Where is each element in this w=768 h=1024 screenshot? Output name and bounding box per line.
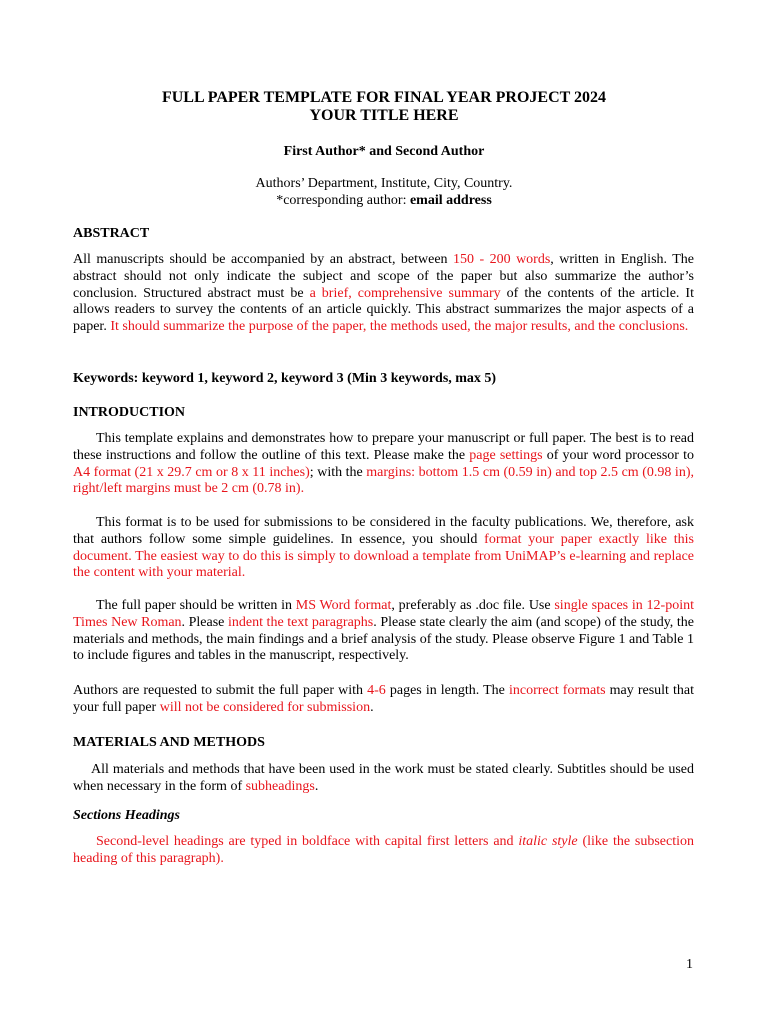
intro-p3-text-2: , preferably as .doc file. Use [391,598,555,613]
abstract-highlight-summary: a brief, comprehensive summary [309,285,501,301]
intro-p3-highlight-3: indent the text paragraphs [227,614,374,630]
abstract-heading: ABSTRACT [73,226,150,241]
introduction-heading: INTRODUCTION [73,405,186,420]
authors-line: First Author* and Second Author [283,144,485,159]
materials-methods-heading: MATERIALS AND METHODS [73,735,265,750]
introduction-paragraph-1 [73,431,694,498]
intro-p1-highlight-2: A4 format (21 x 29.7 cm or 8 x 11 inches) [73,464,310,480]
corresponding-author-line [0,192,768,209]
methods-paragraph-2 [73,834,694,868]
methods-p1-text-2: . [314,778,319,794]
methods-p2-highlight-2: (like the subsection heading of this paragraph). [73,834,694,866]
methods-p2-highlight-italic: italic style [518,834,578,849]
intro-p4-text-4: . [370,699,374,715]
abstract-text-1: All manuscripts should be accompanied by an abstract, between [73,252,454,267]
page-number: 1 [686,957,693,972]
intro-p1-text-3: ; with the [309,464,367,480]
corresponding-email: email address [409,193,492,208]
intro-p1-highlight-1: page settings [469,447,543,463]
intro-p4-highlight-1: 4-6 [367,683,386,698]
intro-p3-highlight-2: single spaces in 12-point Times New Roman [73,598,694,630]
abstract-highlight-word-count: 150 - 200 words [453,252,551,267]
keywords-line: Keywords: keyword 1, keyword 2, keyword 3 (Min 3 keywords, max 5) [73,371,497,386]
introduction-paragraph-4 [73,683,694,717]
paper-title-line-2: YOUR TITLE HERE [309,107,459,124]
paper-title-line-1: FULL PAPER TEMPLATE FOR FINAL YEAR PROJECT 2024 [161,89,607,106]
abstract-paragraph [73,252,694,336]
abstract-text-3: of the contents of the article. It allows readers to survey the contents of an article quickly. This abstract summarizes the major aspects of a paper. [73,285,694,335]
sections-headings-subheading: Sections Headings [73,808,180,823]
intro-p1-text-2: of your word processor to [542,447,694,463]
affiliation-line: Authors’ Department, Institute, City, Country. [255,176,513,191]
abstract-highlight-purpose: It should summarize the purpose of the paper, the methods used, the major results, and the conclusions. [110,319,689,335]
intro-p2-highlight-1: format your paper exactly like this document. The easiest way to do this is simply to download a template from UniMAP’s e-learning and replace the content with your material. [73,531,694,581]
intro-p3-text-1: The full paper should be written in [96,598,296,613]
methods-paragraph-1 [73,762,694,796]
intro-p4-text-2: pages in length. The [385,683,509,698]
introduction-paragraph-3 [73,598,694,665]
intro-p1-text-1: This template explains and demonstrates how to prepare your manuscript or full paper. The best is to read these instructions and follow the outline of this text. Please make the [73,431,694,463]
intro-p3-highlight-1: MS Word format [295,598,392,613]
methods-p2-highlight-1: Second-level headings are typed in boldface with capital first letters and [96,834,519,849]
intro-p2-text-1: This format is to be used for submissions to be considered in the faculty publications. We, therefore, ask that authors follow some simple guidelines. In essence, you should [73,515,694,547]
intro-p3-text-3: . Please [181,614,228,630]
intro-p1-highlight-3: margins: bottom 1.5 cm (0.59 in) and top 2.5 cm (0.98 in), right/left margins must be 2 cm (0.78 in). [73,464,694,497]
intro-p4-highlight-2: incorrect formats [508,683,606,698]
methods-p1-text-1: All materials and methods that have been used in the work must be stated clearly. Subtitles should be used when necessary in the form of [73,762,694,794]
abstract-text-2: , written in English. The abstract should not only indicate the subject and scope of the paper but also summarize the author’s conclusion. Structured abstract must be [73,252,694,301]
intro-p3-text-4: . Please state clearly the aim (and scope) of the study, the materials and methods, the main findings and a brief analysis of the study. Please observe Figure 1 and Table 1 to include figures and tables in the manuscript, respectively. [73,614,694,664]
introduction-paragraph-2 [73,515,694,582]
intro-p4-highlight-3: will not be considered for submission [159,699,371,715]
intro-p4-text-1: Authors are requested to submit the full paper with [73,683,368,698]
methods-p1-highlight-1: subheadings [245,778,315,794]
intro-p4-text-3: may result that your full paper [73,683,695,715]
corresponding-prefix: *corresponding author: [276,193,410,208]
